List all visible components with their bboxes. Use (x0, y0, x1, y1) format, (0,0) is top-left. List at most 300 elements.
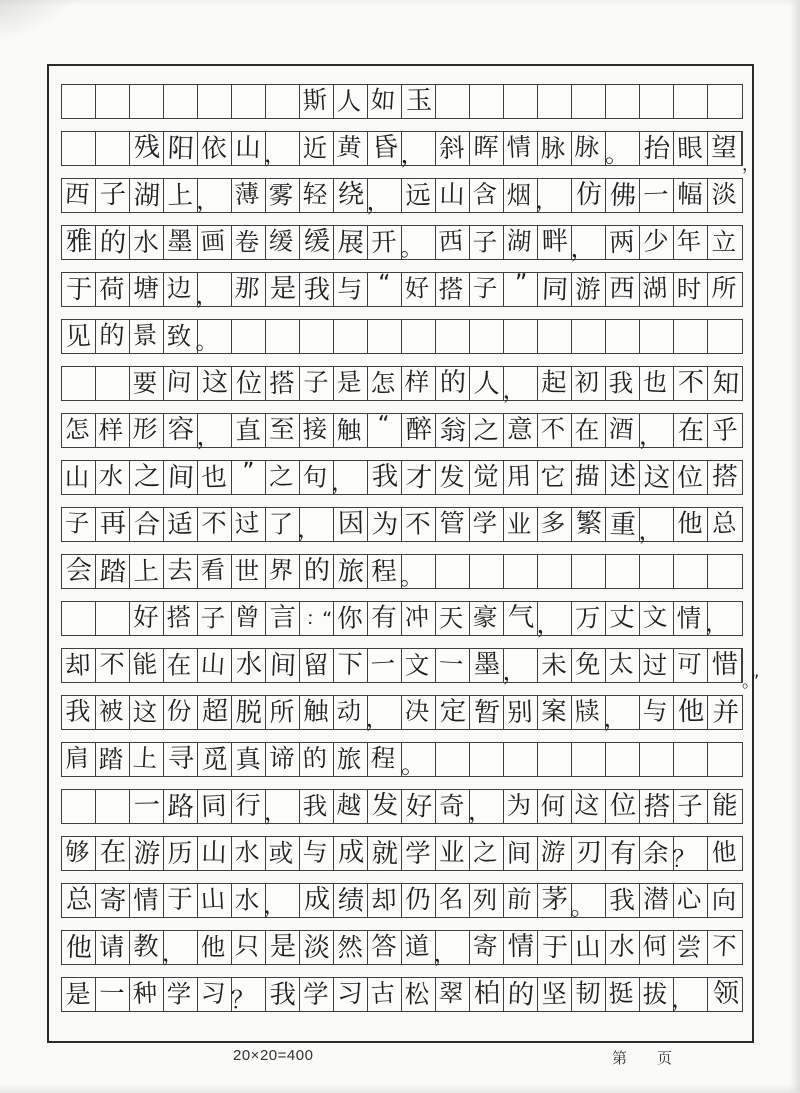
handwritten-char: 是 (270, 931, 297, 963)
grid-cell (402, 367, 436, 400)
grid-cell (96, 696, 130, 729)
grid-row (61, 742, 743, 780)
handwritten-char: ， (195, 282, 218, 310)
grid-cell (266, 367, 300, 400)
handwritten-char: 这 (574, 791, 601, 821)
grid-cell (334, 273, 368, 306)
handwritten-char: 触 (303, 697, 330, 727)
grid-cell (674, 273, 708, 306)
grid-cell (368, 410, 402, 447)
grid-cell (334, 884, 368, 917)
handwritten-char: 淡 (710, 180, 737, 210)
handwritten-char: 斜 (439, 133, 466, 165)
grid-cell (368, 602, 402, 635)
grid-cell (674, 461, 708, 494)
handwritten-char: 晖 (473, 133, 500, 163)
handwritten-char: 界 (268, 556, 295, 586)
handwritten-char: 他 (65, 932, 94, 964)
grid-cell (504, 132, 538, 165)
handwritten-char: ， (262, 892, 287, 920)
grid-cell (198, 743, 232, 776)
grid-cell (96, 320, 130, 353)
grid-cell (708, 790, 742, 823)
handwritten-char: 黄 (336, 133, 363, 163)
grid-cell (674, 555, 708, 588)
grid-cell (300, 649, 334, 682)
grid-cell (62, 226, 96, 259)
grid-cell (96, 508, 130, 541)
grid-cell (504, 226, 538, 259)
handwritten-char: ， (603, 705, 626, 733)
handwritten-char: 够 (64, 838, 91, 868)
handwritten-char: 水 (236, 649, 263, 681)
grid-cell (402, 978, 436, 1011)
handwritten-char: 一 (370, 650, 397, 680)
grid-cell (368, 320, 402, 353)
grid-cell (436, 555, 470, 588)
page-number-label (612, 1047, 672, 1068)
grid-cell (470, 602, 504, 635)
handwritten-char: 绕 (338, 179, 365, 211)
handwritten-char: 上 (167, 180, 194, 212)
handwritten-char: 何 (541, 792, 566, 822)
handwritten-char: 望 (711, 133, 738, 163)
grid-cell (436, 696, 470, 729)
grid-cell (96, 414, 130, 447)
handwritten-char: 我 (372, 461, 399, 493)
grid-cell (436, 884, 470, 917)
grid-cell (266, 461, 300, 494)
grid-cell (164, 649, 198, 682)
handwritten-char: 边 (166, 274, 193, 304)
handwritten-char: 文 (642, 603, 669, 633)
handwritten-char: ， (637, 516, 662, 546)
grid-cell (674, 696, 708, 729)
grid-cell (670, 978, 708, 1014)
handwritten-char: 同 (541, 274, 570, 306)
grid-cell (232, 457, 266, 494)
grid-cell (538, 132, 572, 165)
grid-cell (436, 790, 470, 823)
handwritten-char: 它 (541, 463, 566, 493)
handwritten-char: 合 (133, 509, 162, 541)
handwritten-char: 起 (541, 368, 568, 398)
grid-cell (501, 649, 538, 687)
grid-cell (130, 743, 164, 776)
handwritten-char: 不 (711, 932, 738, 962)
grid-cell (470, 179, 504, 212)
grid-cell (606, 931, 640, 964)
grid-cell (300, 132, 334, 165)
handwritten-char: 上 (132, 744, 159, 774)
handwritten-char: 位 (610, 790, 637, 822)
handwritten-char: 会 (66, 555, 93, 587)
grid-cell (501, 367, 538, 405)
grid-cell (96, 978, 130, 1011)
handwritten-char: 在 (100, 837, 127, 869)
handwritten-char: 我 (609, 369, 634, 399)
grid-cell (606, 649, 640, 682)
handwritten-char: 见 (65, 321, 92, 353)
handwritten-char: 同 (201, 791, 228, 823)
handwritten-char: 昏 (372, 132, 399, 164)
handwritten-char: 暂 (473, 697, 502, 729)
handwritten-char: ， (399, 140, 426, 170)
handwritten-char: 山 (439, 180, 466, 210)
grid-cell (300, 414, 334, 447)
grid-cell (232, 837, 266, 870)
grid-spec-label: 20×20=400 (233, 1047, 314, 1064)
handwritten-char: 。 (569, 892, 596, 922)
handwritten-char: ， (638, 421, 663, 451)
handwritten-char: 依 (201, 133, 228, 165)
handwritten-char: 所 (711, 274, 738, 304)
grid-row (61, 457, 743, 497)
grid-cell (130, 555, 164, 588)
grid-cell (300, 461, 334, 494)
handwritten-char: 眼 (677, 133, 704, 165)
grid-cell (368, 461, 402, 494)
grid-cell (708, 273, 742, 306)
grid-cell (198, 461, 232, 494)
grid-cell (266, 978, 300, 1011)
grid-cell (604, 132, 640, 169)
handwritten-char: 在 (677, 415, 706, 447)
handwritten-char: 致 (167, 322, 192, 352)
handwritten-char: ， (501, 657, 528, 687)
handwritten-char: 翁 (439, 415, 468, 447)
handwritten-char: 我 (609, 885, 636, 917)
handwritten-char: 寄 (99, 885, 128, 917)
handwritten-char: 残 (134, 132, 161, 164)
grid-cell (130, 226, 164, 259)
grid-cell (436, 226, 470, 259)
grid-cell (62, 743, 96, 776)
handwritten-char: 直 (235, 415, 262, 447)
grid-cell (334, 179, 368, 212)
grid-row (61, 789, 743, 824)
handwritten-char: 缓 (304, 226, 331, 258)
title-cell (402, 85, 436, 118)
handwritten-char: 斯 (302, 86, 329, 116)
grid-cell (674, 508, 708, 541)
grid-row (61, 178, 743, 217)
grid-cell (334, 978, 368, 1011)
handwritten-char: 山 (201, 838, 228, 868)
handwritten-char: 这 (133, 698, 158, 728)
grid-row (61, 977, 743, 1015)
grid-cell (436, 132, 470, 165)
grid-cell (198, 85, 232, 118)
grid-cell (436, 978, 470, 1011)
handwritten-char: ， (365, 705, 388, 733)
handwritten-char: 容 (168, 414, 195, 446)
handwritten-char: 他 (710, 838, 737, 868)
handwritten-char: 形 (132, 415, 159, 445)
handwritten-char: 薄 (234, 180, 261, 210)
grid-cell (470, 367, 504, 400)
grid-cell (708, 555, 742, 588)
grid-cell (232, 508, 266, 541)
grid-cell (572, 978, 606, 1011)
grid-cell (606, 790, 640, 823)
grid-cell (334, 790, 368, 823)
handwritten-char: 为 (371, 509, 400, 541)
grid-cell (130, 884, 164, 917)
grid-cell (368, 743, 402, 776)
grid-cell (334, 837, 368, 870)
grid-cell (538, 931, 572, 964)
grid-cell (640, 931, 674, 964)
grid-cell (266, 414, 300, 447)
grid-cell (198, 978, 232, 1011)
handwritten-char: 年 (676, 227, 703, 257)
handwritten-char: 子 (473, 228, 498, 258)
handwritten-char: 仿 (576, 179, 603, 211)
handwritten-char: 水 (234, 838, 261, 868)
handwritten-char: 才 (405, 462, 434, 494)
sheet-footer (0, 1047, 800, 1071)
grid-row (61, 319, 743, 354)
grid-cell (96, 649, 130, 682)
grid-cell (606, 320, 640, 353)
grid-cell (300, 696, 334, 729)
handwritten-char: 绩 (337, 885, 366, 917)
handwritten-char: ， (705, 610, 730, 638)
handwritten-char: 位 (235, 368, 264, 400)
grid-cell (96, 132, 130, 165)
grid-cell (708, 414, 742, 447)
handwritten-char: 世 (235, 557, 260, 587)
grid-cell (572, 602, 606, 635)
handwritten-char: 描 (574, 462, 601, 492)
grid-cell (402, 696, 436, 729)
handwritten-char: 学 (472, 509, 499, 539)
grid-cell (232, 132, 266, 165)
handwritten-char: 山 (200, 650, 227, 680)
handwritten-char: 近 (303, 134, 328, 164)
grid-cell (232, 367, 266, 400)
handwritten-char: 向 (711, 886, 737, 916)
handwritten-char: 位 (677, 462, 704, 494)
grid-row (61, 836, 743, 871)
grid-cell (470, 132, 504, 165)
grid-cell (368, 367, 402, 400)
handwritten-char: 少 (643, 227, 670, 257)
grid-cell (433, 931, 470, 968)
handwritten-char: 你 (337, 603, 364, 635)
grid-cell (674, 602, 708, 635)
grid-cell (402, 273, 436, 306)
grid-cell (640, 696, 674, 729)
grid-cell (640, 978, 674, 1011)
handwritten-char: ， (262, 140, 287, 168)
grid-cell (164, 179, 198, 212)
grid-cell (606, 978, 640, 1011)
handwritten-char: 与 (642, 697, 669, 727)
grid-cell (640, 555, 674, 588)
handwritten-char: 有 (371, 603, 398, 633)
handwritten-char: 子 (303, 368, 330, 398)
grid-cell (572, 179, 606, 212)
grid-cell (538, 649, 572, 682)
grid-cell (470, 414, 504, 447)
handwritten-char: 用 (506, 462, 533, 492)
handwritten-char: 留 (303, 650, 330, 682)
handwritten-char: 水 (133, 227, 160, 259)
handwritten-char: “ (376, 410, 391, 438)
handwritten-char: 尝 (677, 933, 702, 963)
grid-cell (130, 602, 164, 635)
grid-cell (436, 179, 470, 212)
grid-cell (300, 931, 334, 964)
grid-cell (334, 414, 368, 447)
handwritten-char: 路 (167, 791, 196, 823)
grid-cell (708, 179, 742, 212)
grid-cell (606, 273, 640, 306)
title-cell (334, 85, 368, 118)
grid-cell (300, 743, 334, 776)
grid-cell (640, 602, 674, 635)
grid-cell (674, 85, 708, 118)
grid-cell (436, 320, 470, 353)
handwritten-char: 然 (337, 932, 364, 964)
handwritten-char: 拔 (643, 980, 668, 1010)
handwritten-char: 初 (574, 368, 601, 398)
grid-cell (538, 508, 572, 541)
grid-cell (164, 555, 198, 588)
grid-cell (436, 508, 470, 541)
handwritten-char: 真 (235, 744, 262, 776)
handwritten-char: 一 (134, 790, 161, 822)
grid-cell (130, 461, 164, 494)
grid-cell (504, 931, 538, 964)
grid-cell (606, 179, 640, 212)
handwritten-char: 适 (167, 509, 194, 541)
handwritten-char: ， (195, 422, 222, 452)
handwritten-char: 学 (405, 838, 432, 870)
grid-cell (300, 884, 334, 917)
handwritten-char: 搭 (439, 275, 464, 305)
handwritten-char: 间 (167, 462, 196, 494)
grid-cell (266, 508, 300, 541)
grid-cell (708, 837, 742, 870)
grid-cell (640, 132, 674, 165)
handwritten-char: 份 (166, 697, 193, 727)
grid-cell (198, 696, 232, 729)
handwritten-char: 含 (472, 180, 499, 210)
grid-cell (504, 790, 538, 823)
grid-cell (300, 179, 334, 212)
grid-cell (164, 367, 198, 400)
grid-cell (164, 696, 198, 729)
page-label-ye: 页 (657, 1050, 673, 1067)
grid-cell (96, 743, 130, 776)
handwritten-char: 之 (472, 838, 499, 868)
grid-cell (402, 414, 436, 447)
handwritten-char: 酒 (608, 415, 635, 445)
handwritten-char: 要 (133, 369, 158, 399)
handwritten-char: 展 (337, 227, 366, 259)
handwritten-char: 免 (575, 650, 602, 680)
handwritten-char: 样 (99, 416, 124, 446)
handwritten-char: 程 (371, 556, 398, 588)
handwritten-char: 怎 (371, 369, 396, 399)
handwritten-char: 踏 (99, 556, 128, 588)
grid-cell (606, 414, 640, 447)
grid-cell (470, 743, 504, 776)
grid-cell (640, 790, 674, 823)
grid-cell (266, 179, 300, 212)
handwritten-char: 开 (371, 227, 398, 259)
page-label-di: 第 (612, 1050, 628, 1067)
grid-cell (467, 790, 504, 826)
handwritten-char: 超 (202, 696, 229, 728)
handwritten-char: 子 (201, 604, 226, 634)
grid-cell (296, 508, 334, 544)
handwritten-char: 前 (506, 885, 533, 915)
handwritten-char: 是 (336, 368, 363, 398)
handwritten-char: 挺 (608, 979, 635, 1009)
handwritten-char: 佛 (609, 180, 638, 212)
grid-cell (266, 649, 300, 682)
handwritten-char: 定 (440, 696, 467, 728)
grid-cell (606, 555, 640, 588)
handwritten-char: 这 (202, 367, 229, 399)
handwritten-char: 游 (133, 838, 162, 870)
handwritten-char: 翠 (438, 979, 465, 1009)
handwritten-char: 坚 (541, 979, 568, 1011)
grid-cell (674, 226, 708, 259)
grid-cell (368, 132, 402, 165)
grid-cell (62, 85, 96, 118)
grid-cell (436, 461, 470, 494)
handwritten-char: 却 (65, 650, 92, 682)
handwritten-char: 过 (643, 651, 668, 681)
handwritten-char: 历 (167, 838, 194, 870)
grid-cell (266, 226, 300, 259)
handwritten-char: 雅 (66, 226, 93, 258)
handwritten-char: 重 (609, 509, 638, 541)
handwritten-char: 水 (609, 932, 636, 962)
grid-cell (603, 696, 640, 733)
grid-cell (572, 132, 606, 165)
handwritten-char: 刃 (576, 837, 603, 869)
grid-cell (470, 320, 504, 353)
grid-cell (637, 508, 674, 546)
grid-cell (606, 508, 640, 541)
handwritten-char: 再 (100, 508, 127, 540)
grid-cell (96, 884, 130, 917)
handwritten-char: 游 (540, 838, 567, 868)
grid-cell (535, 602, 572, 640)
handwritten-char: 谛 (269, 744, 296, 774)
grid-cell (232, 320, 266, 353)
grid-cell (266, 602, 300, 635)
title-cell (300, 85, 334, 118)
handwritten-char: 情 (133, 885, 160, 917)
handwritten-char: 名 (438, 885, 465, 915)
grid-cell (334, 508, 368, 541)
grid-cell (62, 790, 96, 823)
grid-cell (436, 414, 470, 447)
grid-cell (96, 461, 130, 494)
handwritten-char: 旅 (337, 556, 366, 588)
handwritten-char: 余 (643, 838, 670, 870)
handwritten-char: 何 (642, 932, 669, 962)
grid-cell (96, 931, 130, 964)
grid-cell (232, 743, 266, 776)
